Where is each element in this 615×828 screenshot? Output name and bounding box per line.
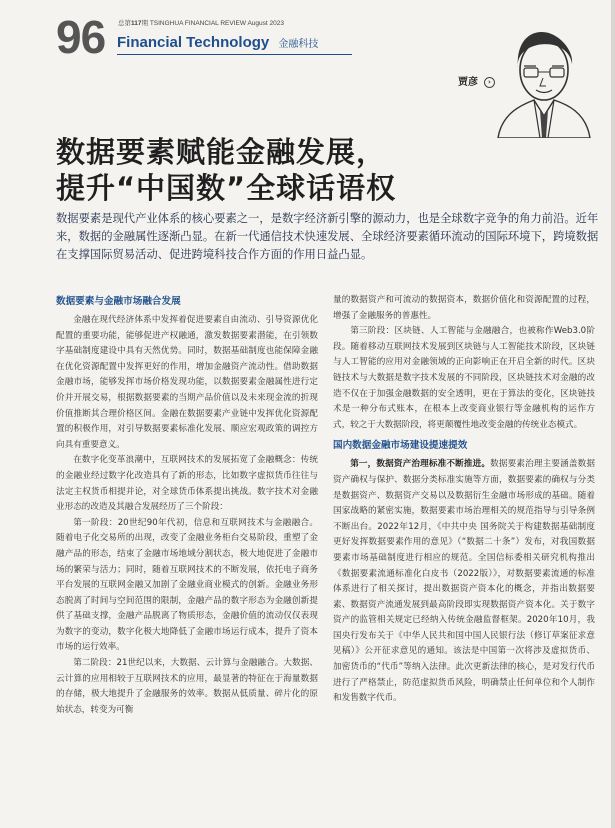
section-heading-domestic-market: 国内数据金融市场建设提速提效 [333,440,468,452]
section-heading-data-finance: 数据要素与金融市场融合发展 [56,296,181,307]
article-title-line-1: 数据要素赋能金融发展， [56,135,387,169]
page-edge [611,0,615,828]
section-title-zh: 金融科技 [278,39,319,50]
paragraph: 在数字化变革浪潮中，互联网技术的发展拓宽了金融概念：传统的金融业经过数字化改造具有了新的形态，比如数字虚拟货币往往与法定主权货币相提并论，对全球货币体系提出挑战。数字技术对金融业形态的改造及其融合发展经历了三个阶段： [56,455,318,513]
paragraph-lead-phrase: 第一，数据资产治理标准不断推进。 [350,459,491,470]
paragraph: 第二阶段：21世纪以来，大数据、云计算与金融融合。大数据、云计算的应用相较于互联网技术的应用，最显著的特征在于海量数据的存储，极大地提升了金融服务的效率。数据从低质量、碎片化的原始状态，转变为可衡 [56,658,318,715]
paragraph-body: 数据要素治理主要涵盖数据资产确权与保护、数据分类标准实施等方面，数据要素的确权与分类是数据资产、数据资产交易以及数据衍生金融市场形成的基础。随着国家战略的紧密实施，数据要素市场治理相关的规范指导与引导条例不断出台。2022年12月，《中共中央 国务院关于构建数据基础制度更好发挥数据要素作用的意见》（“数据二十条”）发布，对我国数据要素市场基础制度进行相应的规范。全国信标委相关研究机构推出《数据要素流通标准化白皮书（2022版）》，对数据要素流通的标准体系进行了相关探讨，提出数据资产资本化的概念，并指出数据要素、数据资产流通发展到最高阶段即实现数据资产资本化。关于数字资产的监管相关规定已经纳入传统金融监督框架。2020年10月，我国央行发布关于《中华人民共和国中国人民银行法（修订草案征求意见稿）》公开征求意见的通知。该法是中国第一次将涉及虚拟货币、加密货币的“代币”等纳入法律。此次更新法律的核心，是对发行代币进行了严格禁止，防范虚拟货币风险，明确禁止任何单位和个人制作和发售数字代币。 [333,459,595,704]
paragraph: 第三阶段：区块链、人工智能与金融融合，也被称作Web3.0阶段。随着移动互联网技术发展到区块链与人工智能技术阶段，区块链与人工智能的应用对金融领域的正向影响正在开启全新的时代。区块链技术与大数据是数字技术发展的不同阶段，区块链技术对金融的改造不仅在于加强金融数据的安全透明，更在于算法的变化，区块链技术是一种分布式账本，在根本上改变商业银行等金融机构的运作方式，较之于大数据阶段，将更颠覆性地改变金融的传统业态模式。 [333,326,595,430]
paragraph: 量的数据资产和可流动的数据资本，数据价值化和资源配置的过程，增强了金融服务的普惠性。 [333,295,595,321]
right-column [333,290,595,707]
section-title-en: Financial Technology [117,34,270,51]
article-title-line-2: 提升“中国数”全球话语权 [56,171,397,205]
left-column [56,290,318,718]
issue-suffix: 期 [141,20,148,27]
page-number: 96 [56,11,106,63]
article-lead: 数据要素是现代产业体系的核心要素之一，是数字经济新引擎的源动力，也是全球数字竞争的角力前沿。近年来，数据的金融属性逐渐凸显。在新一代通信技术快速发展、全球经济要素循环流动的国际环境下，跨境数据在支撑国际贸易活动、促进跨境科技合作方面的作用日益凸显。 [56,212,599,261]
issue-number: 117 [131,20,142,27]
paragraph: 金融在现代经济体系中发挥着促进要素自由流动、引导资源优化配置的重要功能，能够促进产权融通，激发数据要素潜能，在引领数字基础制度建设中具有天然优势。同时，数据基础制度也能保障金融在优化资源配置中发挥更好的作用，增加金融资产流动性。借助数据金融市场，能够发挥市场价格发现功能，以数据要素金融属性进行定价并开展交易，根据数据要素的当期产品价值以及未来现金流的折现价值推断其合理价格区间。金融在数据要素产业链中发挥优化资源配置的积极作用，对引导数据要素标准化发展、顺应宏观政策的调控方向具有重要意义。 [56,315,318,450]
chevron-right-circle-icon[interactable]: › [484,77,495,88]
article-title [56,134,476,206]
section-title [117,32,318,51]
section-divider [117,54,352,55]
author-byline [458,73,495,88]
paragraph: 第一阶段：20世纪90年代初，信息和互联网技术与金融融合。随着电子化交易所的出现，改变了金融业务柜台交易阶段，重塑了金融产品的形态，结束了金融市场地域分割状态，极大地促进了金融市场的繁荣与活力；同时，随着互联网技术的不断发展，依托电子商务平台发展的互联网金融又加剧了金融业商业模式的创新。金融业务形态脱离了时间与空间范围的限制，金融产品的数字形态为金融创新提供了基础支撑，金融产品脱离了物质形态，金融价值的流动仅仅表现为数字的变动，数字化极大地降低了金融市场运行成本，提升了资本市场的运行效率。 [56,517,318,653]
author-portrait [488,20,598,138]
paragraph [333,457,595,707]
issue-line [118,18,284,27]
author-name: 贾彦 [458,77,478,88]
publication-name: TSINGHUA FINANCIAL REVIEW August 2023 [149,20,284,27]
issue-prefix: 总第 [118,20,131,27]
